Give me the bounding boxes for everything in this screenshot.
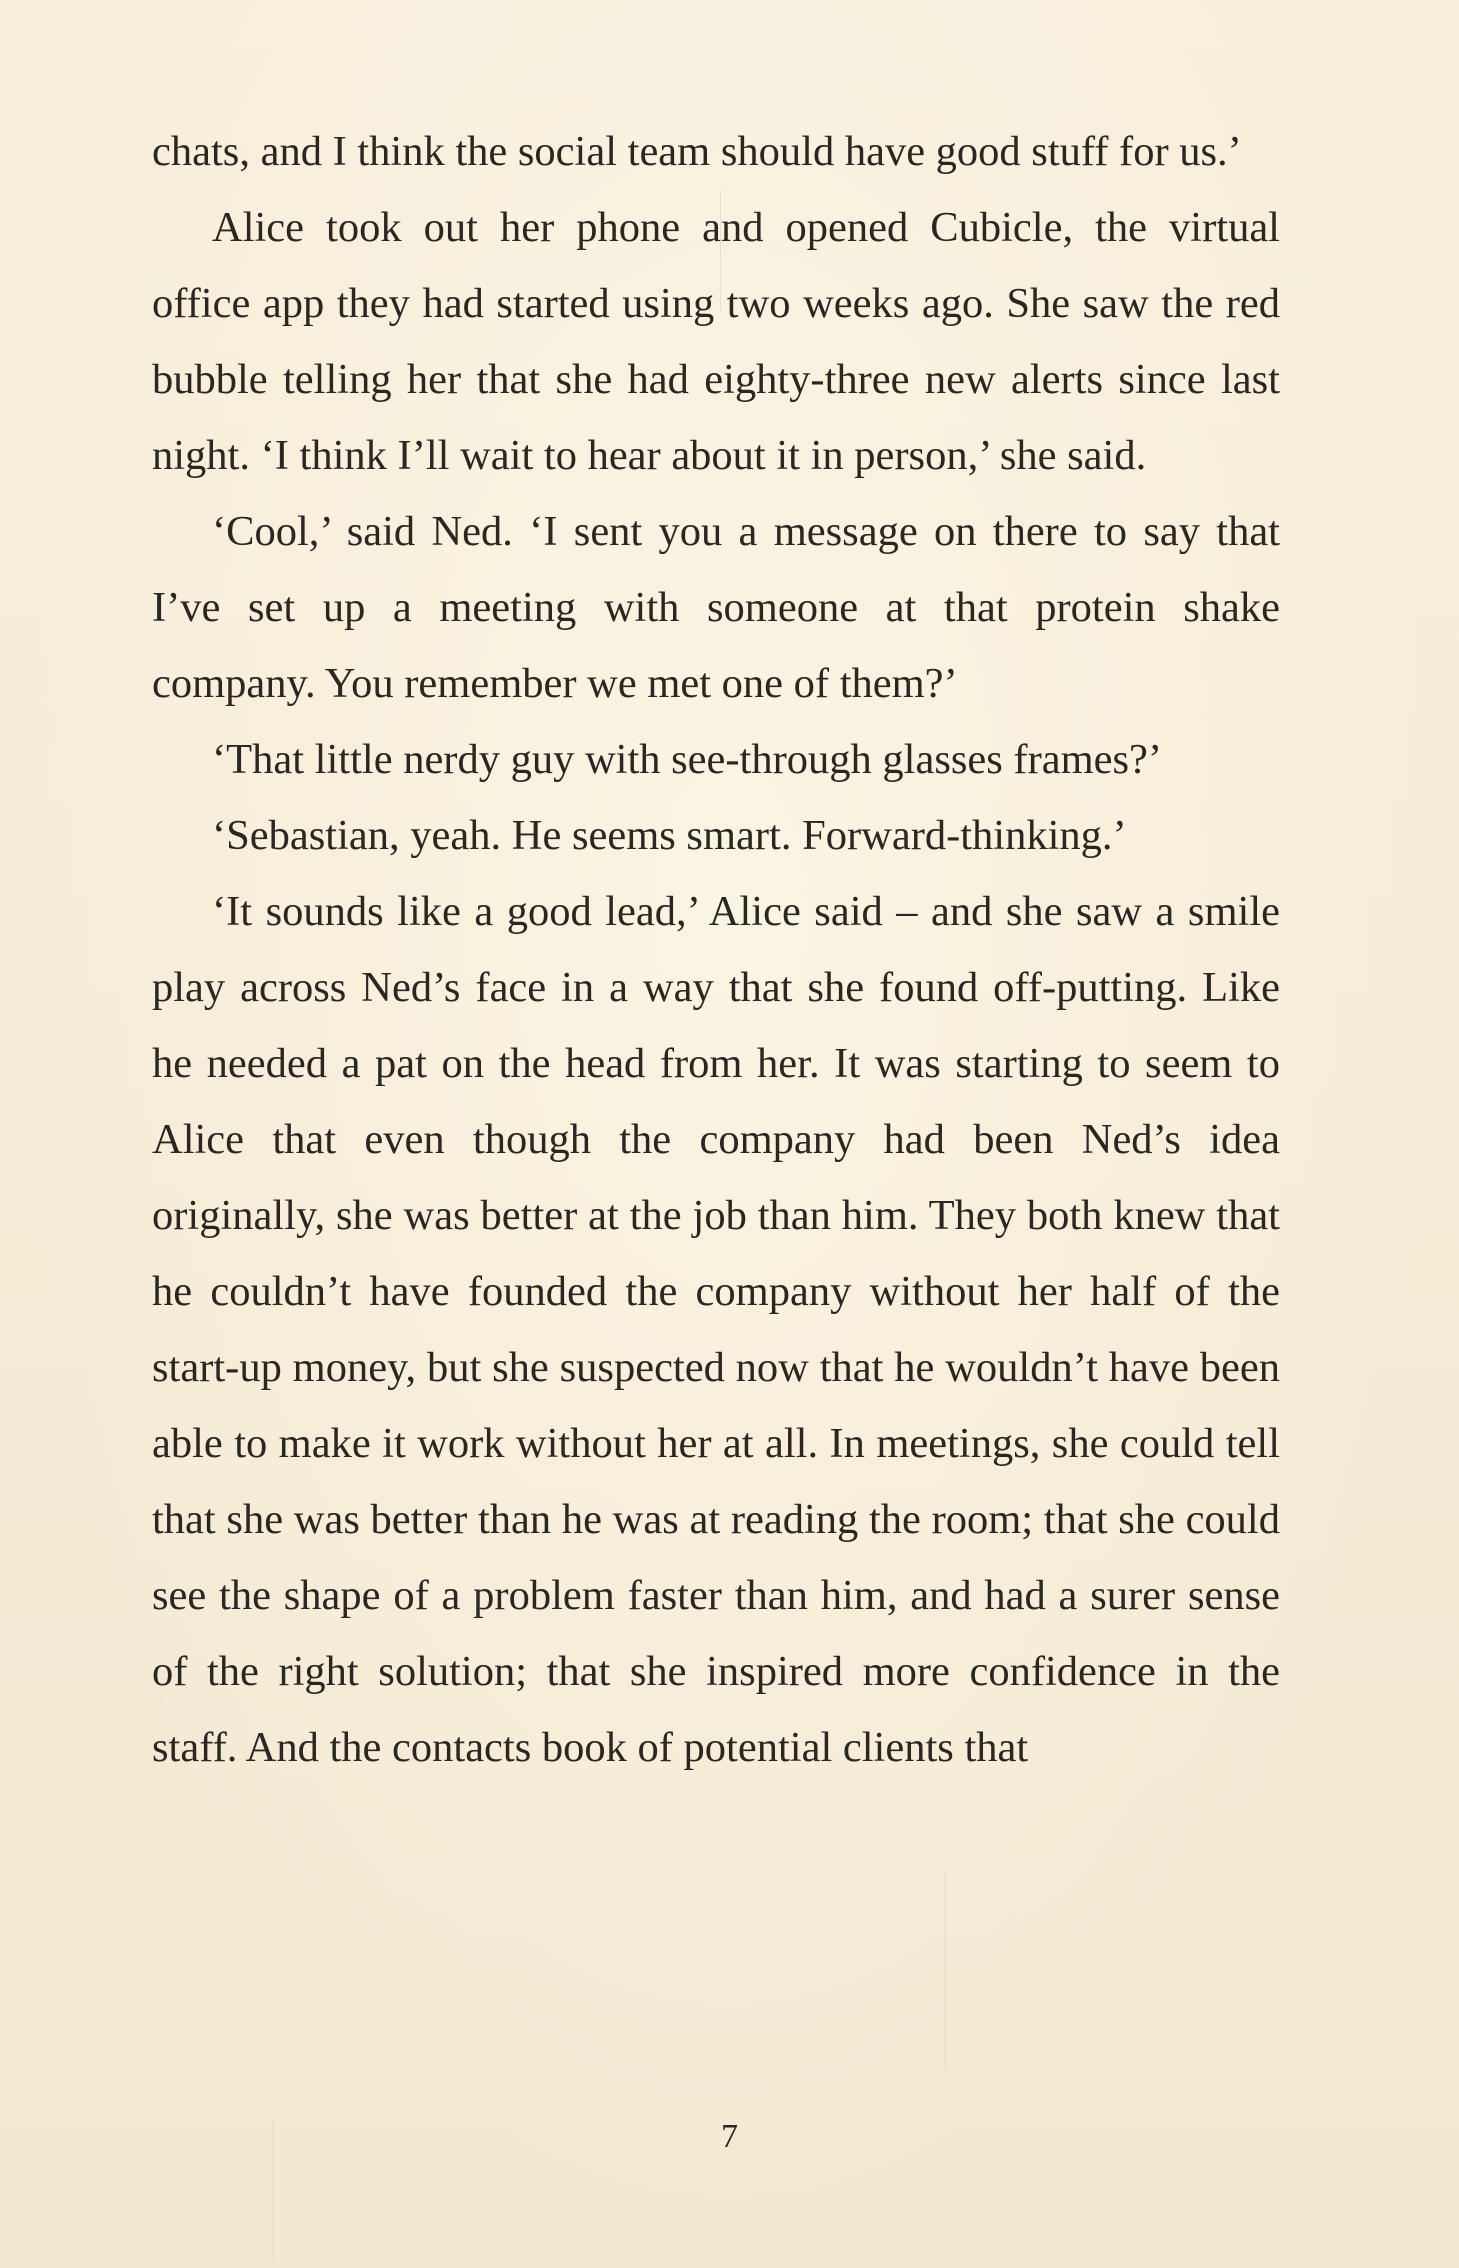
paper-crease	[945, 1870, 946, 2070]
body-text	[152, 114, 1280, 1786]
page-number: 7	[721, 2118, 738, 2155]
paragraph: ‘Cool,’ said Ned. ‘I sent you a message on there to say that I’ve set up a meeting with someone at that protein shake company. You remember we met one of them?’	[152, 508, 1280, 707]
paragraph: ‘It sounds like a good lead,’ Alice said – and she saw a smile play across Ned’s face in a way that she found off-putting. Like he needed a pat on the head from her. It was starting to seem to Alice that even though the company had been Ned’s idea originally, she was better at the job than him. They both knew that he couldn’t have founded the company without her half of the start-up money, but she suspected now that he wouldn’t have been able to make it work without her at all. In meetings, she could tell that she was better than he was at reading the room; that she could see the shape of a problem faster than him, and had a surer sense of the right solution; that she inspired more confidence in the staff. And the contacts book of potential clients that	[152, 888, 1280, 1771]
paragraph: ‘That little nerdy guy with see-through glasses frames?’	[212, 736, 1163, 783]
paragraph: chats, and I think the social team should have good stuff for us.’	[152, 128, 1242, 175]
paragraph: ‘Sebastian, yeah. He seems smart. Forward-thinking.’	[212, 812, 1127, 859]
paragraph: Alice took out her phone and opened Cubicle, the virtual office app they had started using two weeks ago. She saw the red bubble telling her that she had eighty-three new alerts since last night. ‘I think I’ll wait to hear about it in person,’ she said.	[152, 204, 1280, 479]
